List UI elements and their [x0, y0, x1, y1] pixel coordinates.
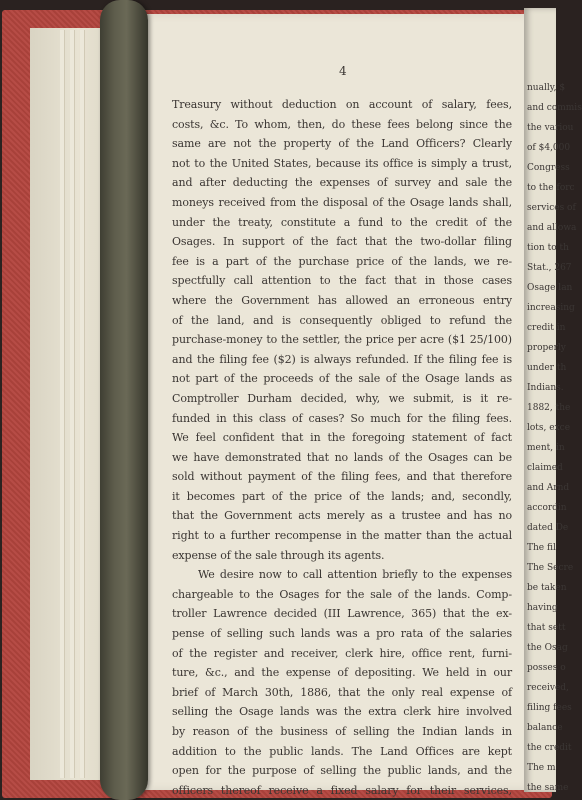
text-line: selling the Osage lands was the extra clerk hire involved [172, 705, 512, 719]
text-line: Comptroller Durham decided, why, we submit, is it re- [172, 391, 512, 405]
facing-page-fragment: filing fees [527, 703, 572, 713]
facing-page-fragment: The m [527, 763, 556, 773]
page-edge [60, 30, 65, 778]
facing-page-fragment: and allowa [527, 223, 577, 233]
text-line: troller Lawrence decided (III Lawrence, 365) that the ex- [172, 607, 512, 621]
text-line: of the land, and is consequently obliged to refund the [172, 313, 512, 327]
page-edge [70, 30, 75, 778]
facing-page-fragment: of $4,000 [527, 143, 571, 153]
text-line: chargeable to the Osages for the sale of the lands. Comp- [172, 587, 512, 601]
text-line: We feel confident that in the foregoing statement of fact [172, 431, 512, 445]
facing-page-fragment: nually, $ [527, 83, 566, 93]
facing-page-fragment: the Osag [527, 643, 568, 653]
facing-page-fragment: properly [527, 343, 566, 353]
facing-page-fragment: and commis [527, 103, 582, 113]
page-number: 4 [339, 64, 347, 78]
facing-page-fragment: The fil [527, 543, 556, 553]
facing-page-fragment: The Secre [527, 563, 574, 573]
facing-page-fragment: having [527, 603, 558, 613]
text-line: Osages. In support of the fact that the two-dollar filing [172, 235, 512, 249]
facing-page-fragment: received, [527, 683, 569, 693]
facing-page-fragment: accordin [527, 503, 567, 513]
facing-page-fragment: Indians. [527, 383, 564, 393]
text-line: costs, &c. To whom, then, do these fees belong since the [172, 117, 512, 131]
facing-page-fragment: the credit [527, 743, 572, 753]
text-line: that the Government acts merely as a trustee and has no [172, 509, 512, 523]
text-line: and after deducting the expenses of survey and sale the [172, 176, 512, 190]
text-line: where the Government has allowed an erroneous entry [172, 293, 512, 307]
facing-page-fragment: dated De [527, 523, 569, 533]
facing-page-fragment: and Arnd [527, 483, 570, 493]
text-line: not part of the proceeds of the sale of the Osage lands as [172, 372, 512, 386]
text-line: right to a further recompense in the matter than the actual [172, 529, 512, 543]
text-line: expense of the sale through its agents. [172, 548, 385, 562]
facing-page [524, 8, 582, 793]
facing-page-fragment: be taken [527, 583, 567, 593]
text-line: sold without payment of the filing fees, and that therefore [172, 470, 512, 484]
facing-page-fragment: Osage lan [527, 283, 573, 293]
bookmark-ribbon [100, 0, 148, 800]
facing-page-fragment: the same [527, 783, 569, 793]
text-line: addition to the public lands. The Land Offices are kept [172, 744, 512, 758]
facing-page-fragment: under th [527, 363, 567, 373]
facing-page-fragment: tion to th [527, 243, 569, 253]
facing-page-fragment: ment, in [527, 443, 565, 453]
text-line: ture, &c., and the expense of depositing. We held in our [172, 666, 512, 680]
facing-page-fragment: the variou [527, 123, 574, 133]
text-line: and the filing fee ($2) is always refunded. If the filing fee is [172, 352, 512, 366]
text-line: of the register and receiver, clerk hire, office rent, furni- [172, 646, 512, 660]
text-line: officers thereof receive a fixed salary for their services, [172, 783, 512, 797]
facing-page-fragment: posses o [527, 663, 566, 673]
text-line: it becomes part of the price of the lands; and, secondly, [172, 489, 512, 503]
page-edge [80, 30, 85, 778]
text-line: open for the purpose of selling the public lands, and the [172, 764, 512, 778]
facing-page-fragment: balance [527, 723, 563, 733]
facing-page-fragment: claimed [527, 463, 563, 473]
text-line: spectfully call attention to the fact that in those cases [172, 274, 512, 288]
text-line: fee is a part of the purchase price of the lands, we re- [172, 254, 512, 268]
text-line: pense of selling such lands was a pro rata of the salaries [172, 627, 512, 641]
text-line: brief of March 30th, 1886, that the only real expense of [172, 685, 512, 699]
text-line: purchase-money to the settler, the price per acre ($1 25/100) [172, 333, 512, 347]
text-line: funded in this class of cases? So much for the filing fees. [172, 411, 512, 425]
facing-page-fragment: credit in [527, 323, 566, 333]
text-line: same are not the property of the Land Officers? Clearly [172, 137, 512, 151]
text-line: Treasury without deduction on account of salary, fees, [172, 98, 512, 111]
text-line: moneys received from the disposal of the Osage lands shall, [172, 195, 512, 209]
facing-page-fragment: to the forc [527, 183, 575, 193]
facing-page-fragment: Stat., 267 [527, 263, 572, 273]
page-body-text [172, 95, 512, 800]
facing-page-fragment: lots, exce [527, 423, 571, 433]
text-line: under the treaty, constitute a fund to the credit of the [172, 215, 512, 229]
facing-page-fragment: increasing [527, 303, 575, 313]
facing-page-text [527, 78, 582, 798]
text-line: by reason of the business of selling the Indian lands in [172, 725, 512, 738]
text-line: not to the United States, because its office is simply a trust, [172, 156, 512, 170]
facing-page-fragment: 1882, the [527, 403, 571, 413]
facing-page-fragment: services of [527, 203, 576, 213]
text-line: we have demonstrated that no lands of the Osages can be [172, 450, 512, 464]
text-line: We desire now to call attention briefly to the expenses [198, 568, 512, 582]
facing-page-fragment: Congress [527, 163, 570, 173]
facing-page-fragment: that sett [527, 623, 566, 633]
